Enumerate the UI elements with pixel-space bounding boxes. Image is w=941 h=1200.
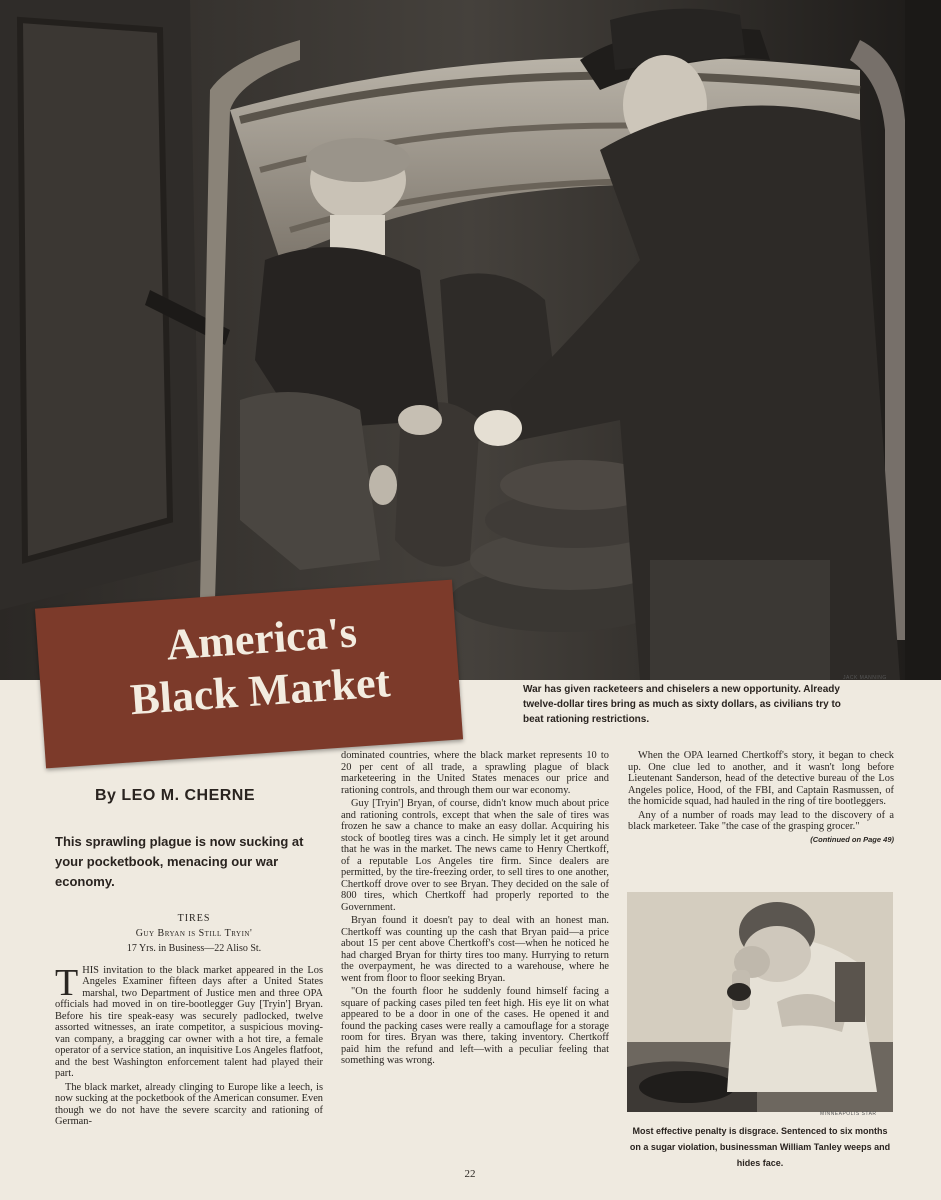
paragraph-text: HIS invitation to the black market appeared in the Los Angeles Examiner fifteen days after a United States marshal, two Department of Justice men and three OPA officials had moved in on tire-bootlegger Guy [Tryin'] Bryan. Before his tire speak-easy was securely padlocked, twelve assorted witnesses, an irate competitor, a suspicious moving-van company, a bragging car owner with a hot tire, a female operator of a service station, an inquisitive Los Angeles flatfoot, and the best Washington enforcement talent had played their part. bbox=[55, 964, 323, 1079]
ad-line-2: Guy Bryan is Still Tryin' bbox=[135, 927, 253, 939]
continued-link[interactable]: (Continued on Page 49) bbox=[810, 834, 894, 844]
article-column-3 bbox=[628, 750, 894, 845]
headline-line-2: Black Market bbox=[128, 657, 392, 725]
headline-card bbox=[35, 580, 463, 769]
second-photo-caption: Most effective penalty is disgrace. Sentenced to six months on a sugar violation, businessman William Tanley weeps and hides face. bbox=[629, 1126, 891, 1168]
article-paragraph: Bryan found it doesn't pay to deal with an honest man. Chertkoff was counting up the cash that Bryan paid—a price about 15 per cent above Chertkoff's cost—when he noticed he had charged Bryan for thirty tires too many. Hurrying to return the overpayment, he was directed to a warehouse, where he went from floor to floor seeking Bryan. bbox=[341, 915, 609, 984]
article-column-1 bbox=[55, 787, 323, 1130]
classified-ad bbox=[55, 912, 323, 955]
ad-line-3: 17 Yrs. in Business—22 Aliso St. bbox=[126, 942, 262, 954]
hero-photo-credit: JACK MANNING bbox=[843, 675, 887, 681]
article-paragraph bbox=[55, 961, 323, 1080]
article-paragraph: The black market, already clinging to Europe like a leech, is now sucking at the pocketbook of the American consumer. Even though we do not have the severe scarcity and rationing of German- bbox=[55, 1081, 323, 1127]
article-paragraph: "On the fourth floor he suddenly found himself facing a square of packing cases piled ten feet high. His eye lit on what appeared to be a door in one of the cases. He opened it and found the packing cases were really a camouflage for a storage room for tires. Bryan was there, taking inventory. Chertkoff paid him the refund and left—with a peculiar feeling that something was wrong. bbox=[341, 986, 609, 1066]
second-photo-credit: MINNEAPOLIS STAR bbox=[820, 1111, 877, 1117]
paragraph-text: Any of a number of roads may lead to the discovery of a black marketeer. Take "the case of the grasping grocer." bbox=[628, 809, 894, 832]
hero-photo-caption: War has given racketeers and chiselers a new opportunity. Already twelve-dollar tires bring as much as sixty dollars, as civilians try to beat rationing restrictions. bbox=[523, 684, 841, 725]
byline: By LEO M. CHERNE bbox=[95, 787, 256, 804]
headline-line-1: America's bbox=[164, 607, 359, 670]
drop-cap: T bbox=[55, 961, 79, 1004]
article-paragraph: dominated countries, where the black market represents 10 to 20 per cent of all trade, a sprawling plague of black marketeering in the United States menaces our price and rationing controls, and through them our war economy. bbox=[341, 750, 609, 796]
second-photo bbox=[627, 892, 893, 1112]
second-photo-illustration bbox=[627, 892, 893, 1112]
article-paragraph: Guy [Tryin'] Bryan, of course, didn't know much about price and rationing controls, except that when the sale of tires was frozen he saw a chance to make an easy dollar. Acquiring his stock of bootleg tires was a cinch. He simply let it get around that he was in the market. The news came to Henry Chertkoff, of a reputable Los Angeles tire firm. Since dealers are permitted, by the tire-freezing order, to sell tires to one another, Chertkoff drove over to see Bryan. They decided on the sale of 800 tires, which Chertkoff had properly reported to the Government. bbox=[341, 798, 609, 913]
deck: This sprawling plague is now sucking at your pocketbook, menacing our war economy. bbox=[55, 833, 304, 889]
article-paragraph bbox=[628, 809, 894, 844]
article-paragraph: When the OPA learned Chertkoff's story, it began to check up. One clue led to another, and it wasn't long before Lieutenant Sanderson, head of the detective bureau of the Los Angeles police, Hood, of the FBI, and Captain Rasmussen, of the homicide squad, had hauled in the ring of tire bootleggers. bbox=[628, 750, 894, 807]
article-column-2 bbox=[341, 750, 609, 1069]
page-number: 22 bbox=[464, 1168, 476, 1180]
ad-line-1: TIRES bbox=[177, 912, 211, 924]
